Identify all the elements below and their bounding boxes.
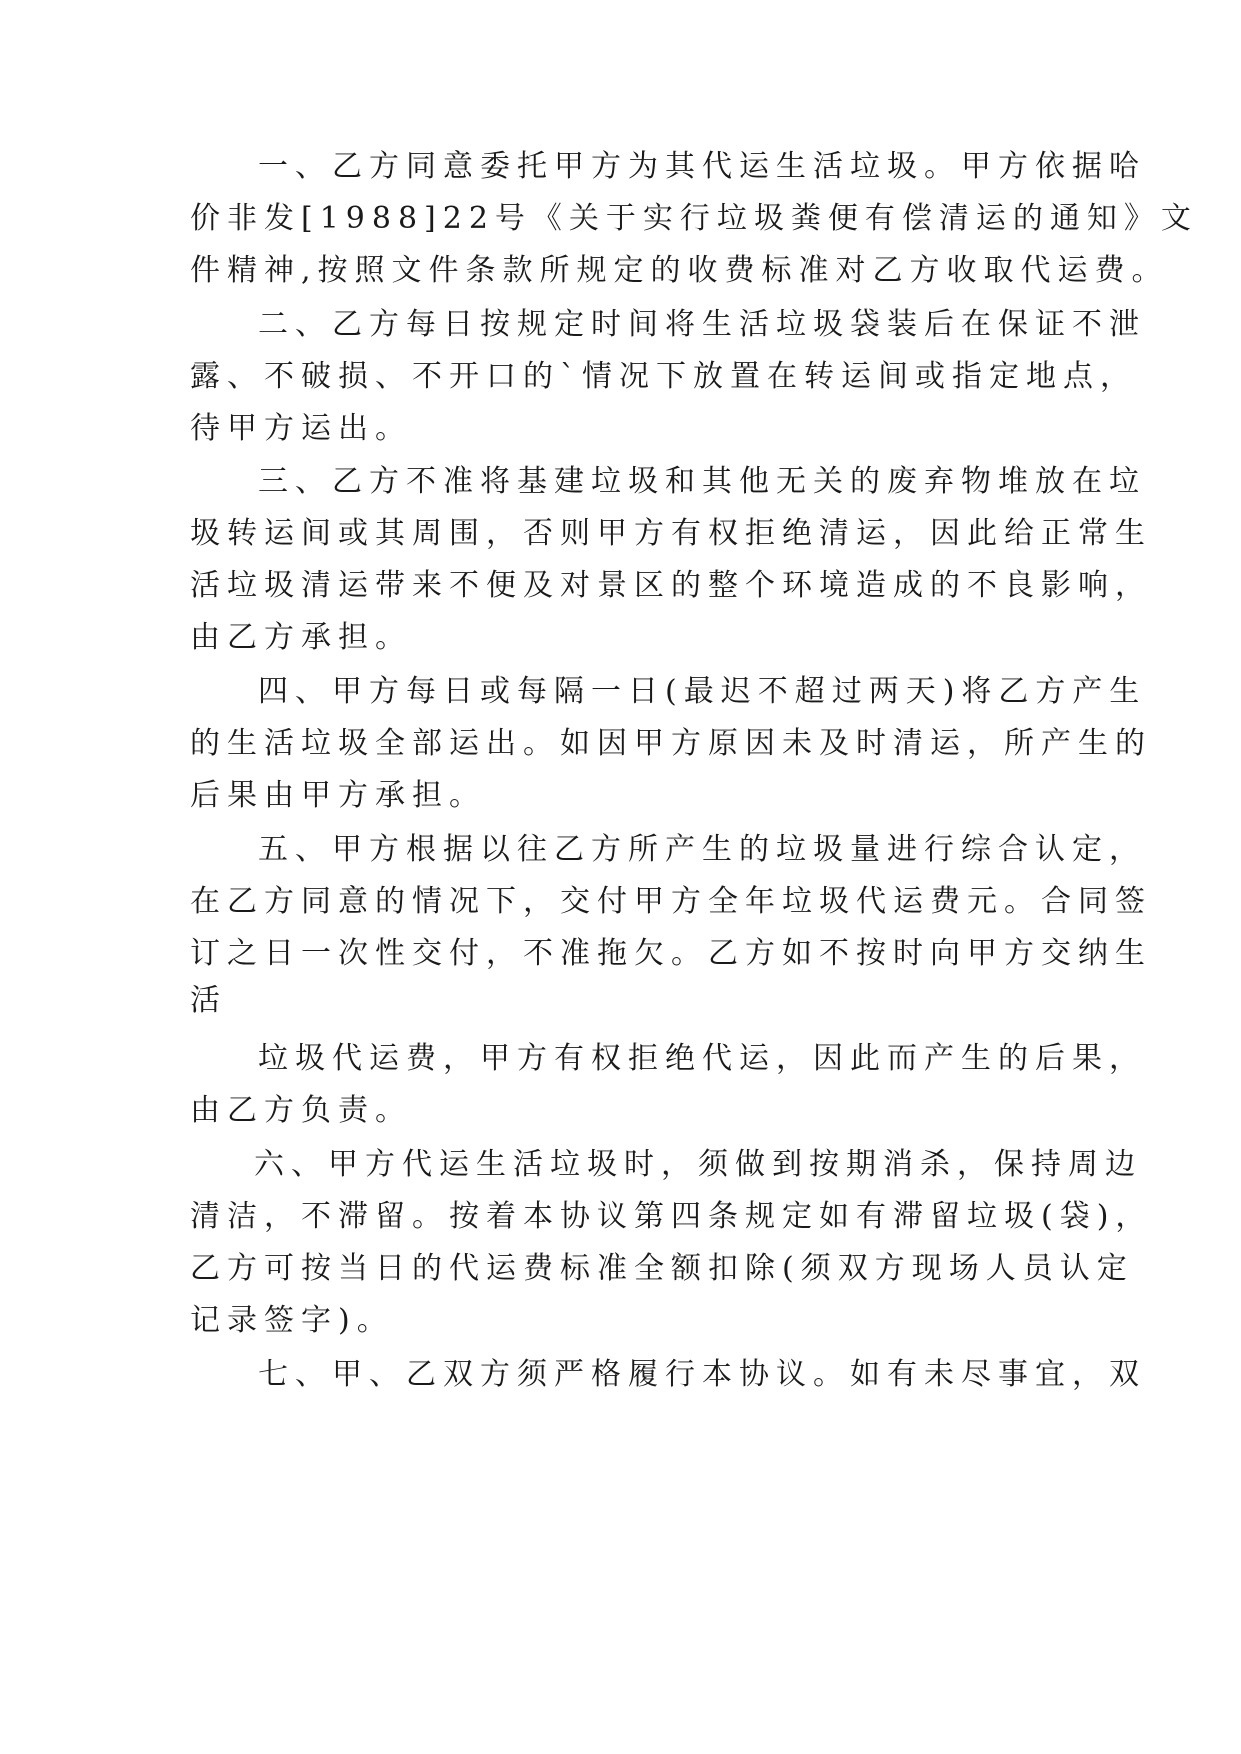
clause-3-line-1: 三、乙方不准将基建垃圾和其他无关的废弃物堆放在垃 — [258, 464, 1146, 499]
clause-4-line-1: 四、甲方每日或每隔一日(最迟不超过两天)将乙方产生 — [258, 674, 1147, 709]
clause-1-line-2: 价非发[1988]22号《关于实行垃圾粪便有偿清运的通知》文 — [190, 201, 1198, 236]
clause-2-line-2: 露、不破损、不开口的`情况下放置在转运间或指定地点， — [190, 359, 1137, 394]
clause-5-cont-line-1: 垃圾代运费，甲方有权拒绝代运，因此而产生的后果， — [258, 1041, 1146, 1076]
clause-4-line-2: 的生活垃圾全部运出。如因甲方原因未及时清运，所产生的 — [190, 726, 1152, 761]
clause-6-line-1: 六、甲方代运生活垃圾时，须做到按期消杀，保持周边 — [254, 1147, 1142, 1182]
clause-6-line-2: 清洁，不滞留。按着本协议第四条规定如有滞留垃圾(袋)， — [190, 1199, 1153, 1234]
clause-1-line-1: 一、乙方同意委托甲方为其代运生活垃圾。甲方依据哈 — [258, 149, 1146, 184]
clause-5-line-1: 五、甲方根据以往乙方所产生的垃圾量进行综合认定， — [258, 832, 1146, 867]
clause-7-line-1: 七、甲、乙双方须严格履行本协议。如有未尽事宜，双 — [258, 1357, 1146, 1392]
clause-2-line-3: 待甲方运出。 — [190, 411, 412, 446]
clause-4-line-3: 后果由甲方承担。 — [190, 778, 486, 813]
clause-1-line-3: 件精神,按照文件条款所规定的收费标准对乙方收取代运费。 — [190, 253, 1169, 288]
clause-5-line-3: 订之日一次性交付，不准拖欠。乙方如不按时向甲方交纳生 — [190, 936, 1152, 971]
clause-6-line-3: 乙方可按当日的代运费标准全额扣除(须双方现场人员认定 — [190, 1251, 1134, 1286]
clause-3-line-2: 圾转运间或其周围，否则甲方有权拒绝清运，因此给正常生 — [190, 516, 1152, 551]
clause-5-line-4: 活 — [190, 983, 227, 1018]
clause-5-line-2: 在乙方同意的情况下，交付甲方全年垃圾代运费元。合同签 — [190, 884, 1152, 919]
clause-3-line-3: 活垃圾清运带来不便及对景区的整个环境造成的不良影响， — [190, 568, 1152, 603]
clause-5-cont-line-2: 由乙方负责。 — [190, 1093, 412, 1128]
clause-2-line-1: 二、乙方每日按规定时间将生活垃圾袋装后在保证不泄 — [258, 307, 1146, 342]
clause-3-line-4: 由乙方承担。 — [190, 620, 412, 655]
clause-6-line-4: 记录签字)。 — [190, 1303, 394, 1338]
